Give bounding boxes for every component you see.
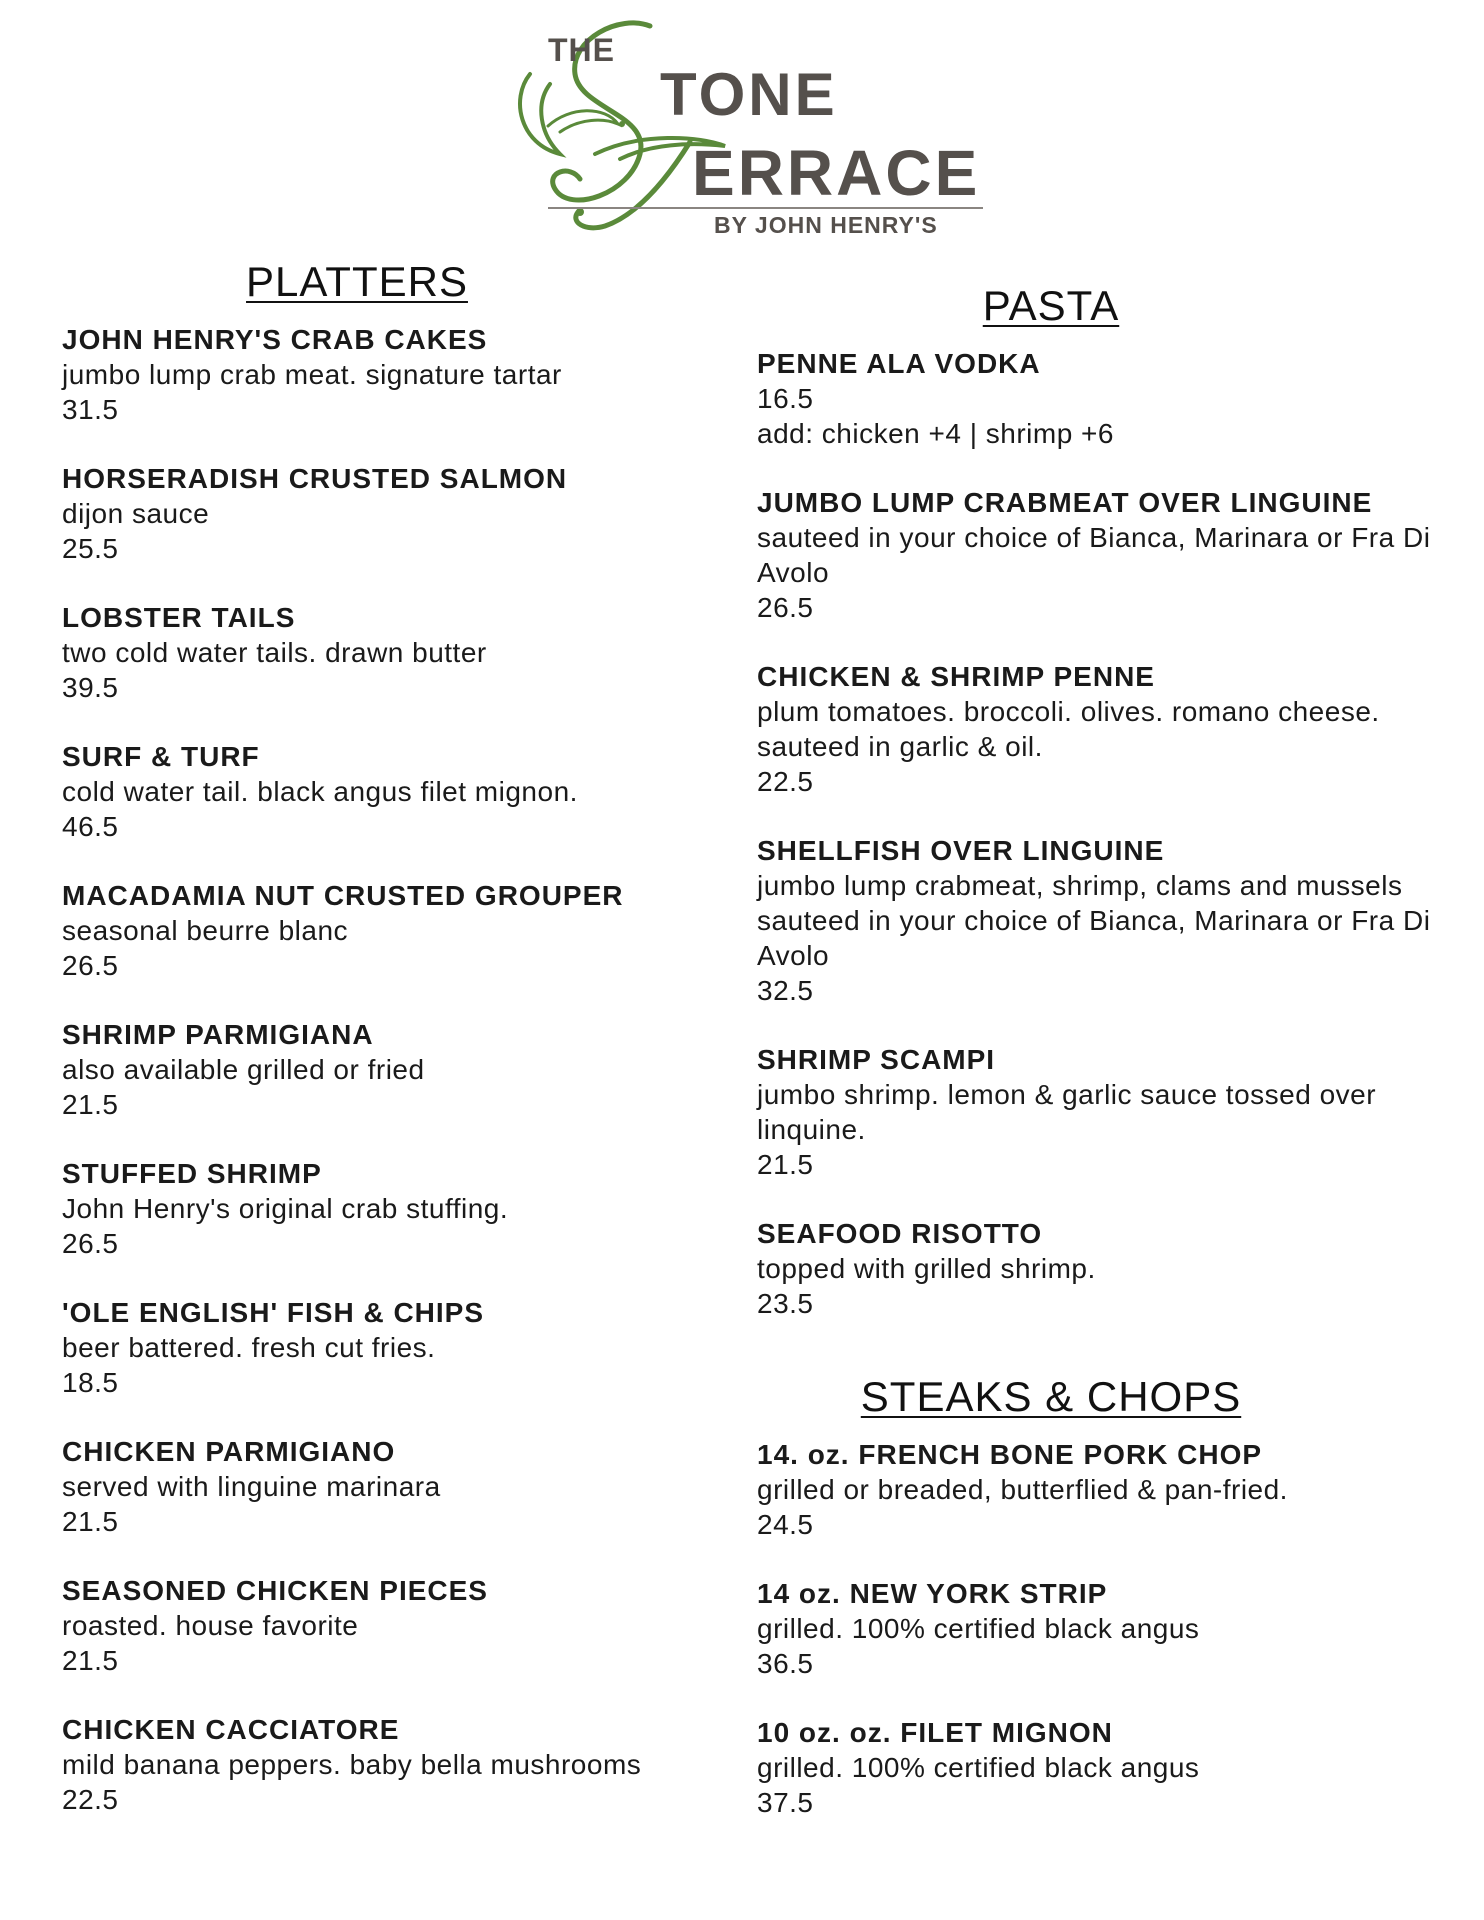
menu-item-name: MACADAMIA NUT CRUSTED GROUPER [62, 880, 624, 911]
menu-item-price: 26.5 [62, 1228, 119, 1259]
menu-item-price: 18.5 [62, 1367, 119, 1398]
menu-item-description: seasonal beurre blanc [62, 915, 349, 946]
menu-item-name: CHICKEN PARMIGIANO [62, 1436, 396, 1467]
menu-item-description: also available grilled or fried [62, 1054, 425, 1085]
menu-item [62, 600, 722, 705]
menu-item [757, 1576, 1447, 1681]
menu-item-name: PENNE ALA VODKA [757, 348, 1041, 379]
menu-item [757, 1715, 1447, 1820]
menu-item-name: STUFFED SHRIMP [62, 1158, 322, 1189]
steaks-section [757, 1373, 1447, 1820]
menu-item [757, 659, 1447, 799]
menu-item-price: 22.5 [62, 1784, 119, 1815]
menu-item [62, 1295, 722, 1400]
menu-item-name: SEASONED CHICKEN PIECES [62, 1575, 488, 1606]
menu-item [62, 461, 722, 566]
menu-item-name: HORSERADISH CRUSTED SALMON [62, 463, 568, 494]
menu-item-description: jumbo lump crabmeat, shrimp, clams and mussels sauteed in your choice of Bianca, Marinara or Fra Di Avolo [757, 870, 1431, 971]
menu-item-price: 26.5 [757, 592, 814, 623]
menu-item-price: 46.5 [62, 811, 119, 842]
menu-item-price: 21.5 [62, 1089, 119, 1120]
menu-item [62, 739, 722, 844]
logo-the: THE [548, 32, 615, 68]
menu-item-price: 31.5 [62, 394, 119, 425]
menu-item-price: 23.5 [757, 1288, 814, 1319]
menu-item-description: beer battered. fresh cut fries. [62, 1332, 436, 1363]
right-column [757, 282, 1447, 1854]
menu-item [757, 833, 1447, 1008]
menu-item [62, 878, 722, 983]
menu-item [757, 1437, 1447, 1542]
menu-item [62, 322, 722, 427]
menu-item-price: 21.5 [62, 1645, 119, 1676]
menu-item [62, 1712, 722, 1817]
menu-item-description: dijon sauce [62, 498, 210, 529]
menu-item-price: 32.5 [757, 975, 814, 1006]
menu-item-price: 21.5 [757, 1149, 814, 1180]
menu-item-name: 10 oz. oz. FILET MIGNON [757, 1717, 1113, 1748]
menu-item-description: grilled. 100% certified black angus [757, 1613, 1200, 1644]
pasta-section [757, 282, 1447, 1321]
menu-item-name: SURF & TURF [62, 741, 260, 772]
menu-item-name: JUMBO LUMP CRABMEAT OVER LINGUINE [757, 487, 1373, 518]
pasta-list [757, 346, 1447, 1321]
menu-item-description: grilled or breaded, butterflied & pan-fried. [757, 1474, 1288, 1505]
logo-terrace: ERRACE [692, 137, 981, 209]
menu-item-name: CHICKEN CACCIATORE [62, 1714, 400, 1745]
menu-item [757, 346, 1447, 451]
menu-item-description: roasted. house favorite [62, 1610, 359, 1641]
menu-item-name: SEAFOOD RISOTTO [757, 1218, 1043, 1249]
menu-item [62, 1434, 722, 1539]
menu-item-description: jumbo shrimp. lemon & garlic sauce tossed over linquine. [757, 1079, 1377, 1145]
steaks-list [757, 1437, 1447, 1820]
menu-item-price: 21.5 [62, 1506, 119, 1537]
menu-item-price: 37.5 [757, 1787, 814, 1818]
restaurant-logo [500, 14, 1000, 239]
menu-item-name: SHRIMP SCAMPI [757, 1044, 996, 1075]
menu-item-name: 14. oz. FRENCH BONE PORK CHOP [757, 1439, 1263, 1470]
menu-item-description: topped with grilled shrimp. [757, 1253, 1096, 1284]
menu-item-price: add: chicken +4 | shrimp +6 [757, 418, 1114, 449]
menu-item-price: 36.5 [757, 1648, 814, 1679]
menu-item-name: 14 oz. NEW YORK STRIP [757, 1578, 1108, 1609]
pasta-heading: PASTA [982, 282, 1120, 329]
menu-item-price: 22.5 [757, 766, 814, 797]
menu-item-name: SHRIMP PARMIGIANA [62, 1019, 374, 1050]
menu-item-description: jumbo lump crab meat. signature tartar [62, 359, 562, 390]
logo-byline: BY JOHN HENRY'S [714, 212, 938, 238]
menu-item-price: 39.5 [62, 672, 119, 703]
menu-item-description: 16.5 [757, 383, 814, 414]
menu-item-name: SHELLFISH OVER LINGUINE [757, 835, 1165, 866]
menu-item [62, 1573, 722, 1678]
logo-stone: TONE [660, 61, 838, 128]
menu-item-description: cold water tail. black angus filet mignon. [62, 776, 578, 807]
platters-heading: PLATTERS [246, 258, 468, 305]
menu-item-name: JOHN HENRY'S CRAB CAKES [62, 324, 488, 355]
menu-item-name: 'OLE ENGLISH' FISH & CHIPS [62, 1297, 485, 1328]
menu-item-price: 26.5 [62, 950, 119, 981]
menu-item [62, 1017, 722, 1122]
menu-item [757, 485, 1447, 625]
menu-item-description: grilled. 100% certified black angus [757, 1752, 1200, 1783]
logo-divider [548, 207, 983, 209]
menu-item [757, 1216, 1447, 1321]
menu-item-description: plum tomatoes. broccoli. olives. romano cheese. sauteed in garlic & oil. [757, 696, 1380, 762]
steaks-heading: STEAKS & CHOPS [860, 1373, 1242, 1420]
menu-item-description: sauteed in your choice of Bianca, Marinara or Fra Di Avolo [757, 522, 1431, 588]
platters-section [62, 258, 722, 1851]
menu-item-name: CHICKEN & SHRIMP PENNE [757, 661, 1155, 692]
menu-item-description: served with linguine marinara [62, 1471, 441, 1502]
menu-item-name: LOBSTER TAILS [62, 602, 296, 633]
menu-item-description: mild banana peppers. baby bella mushrooms [62, 1749, 642, 1780]
menu-item-description: two cold water tails. drawn butter [62, 637, 487, 668]
menu-item-description: John Henry's original crab stuffing. [62, 1193, 509, 1224]
menu-item-price: 24.5 [757, 1509, 814, 1540]
menu-item-price: 25.5 [62, 533, 119, 564]
menu-item [757, 1042, 1447, 1182]
menu-item [62, 1156, 722, 1261]
platters-list [62, 322, 722, 1817]
